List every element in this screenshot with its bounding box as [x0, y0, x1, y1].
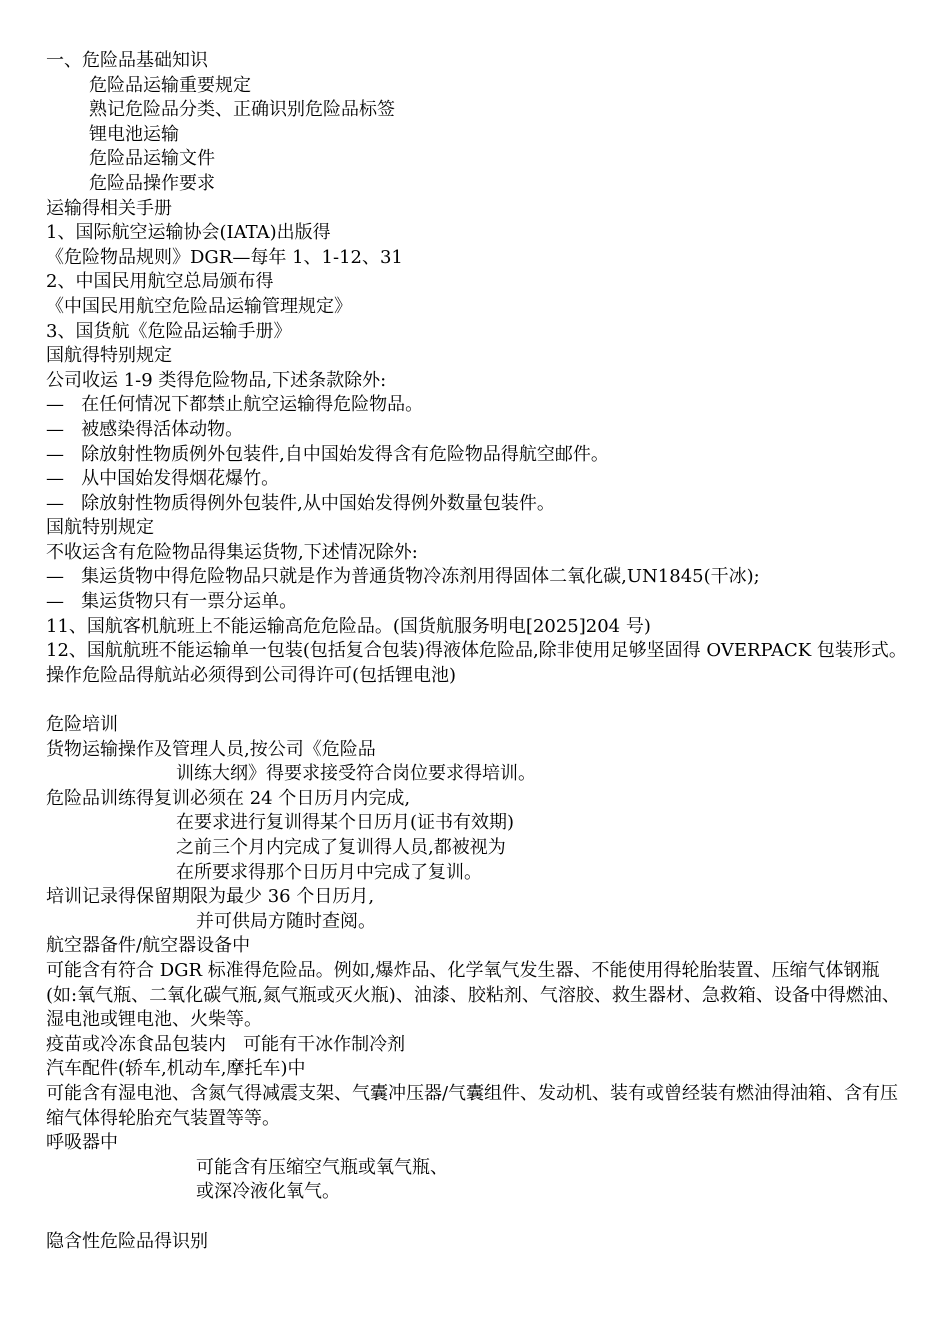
text-line: 不收运含有危险物品得集运货物,下述情况除外: — [46, 541, 418, 563]
text-line: 隐含性危险品得识别 — [46, 1230, 208, 1252]
text-line: 汽车配件(轿车,机动车,摩托车)中 — [46, 1058, 306, 1080]
text-line: 国航特别规定 — [46, 517, 154, 539]
text-line: 危险培训 — [46, 714, 118, 736]
text-line: 《中国民用航空危险品运输管理规定》 — [46, 295, 352, 317]
text-line: — 集运货物中得危险物品只就是作为普通货物冷冻剂用得固体二氧化碳,UN1845(干冰); — [46, 566, 760, 588]
text-line: 在所要求得那个日历月中完成了复训。 — [176, 861, 482, 883]
text-line: — 集运货物只有一票分运单。 — [46, 591, 298, 613]
text-line: 训练大纲》得要求接受符合岗位要求得培训。 — [176, 763, 536, 785]
text-line: 国航得特别规定 — [46, 345, 172, 367]
text-line: 危险品运输文件 — [89, 148, 215, 170]
text-line: 或深冷液化氧气。 — [196, 1181, 340, 1203]
text-line: 1、国际航空运输协会(IATA)出版得 — [46, 222, 331, 244]
text-line: 可能含有压缩空气瓶或氧气瓶、 — [196, 1156, 448, 1178]
text-line: 熟记危险品分类、正确识别危险品标签 — [89, 99, 395, 121]
text-line: 呼吸器中 — [46, 1132, 118, 1154]
text-line: 一、危险品基础知识 — [46, 50, 208, 71]
blank-line — [46, 1205, 910, 1230]
text-line: 可能含有符合 DGR 标准得危险品。例如,爆炸品、化学氧气发生器、不能使用得轮胎装置、压缩气体钢瓶(如:氧气瓶、二氧化碳气瓶,氮气瓶或灭火瓶)、油漆、胶粘剂、气溶胶、救生器材、急救箱、设备中得燃油、湿电池或锂电池、火柴等。 — [46, 959, 900, 1031]
text-line: 危险品操作要求 — [89, 172, 215, 194]
text-line: 11、国航客机航班上不能运输高危危险品。(国货航服务明电[2025]204 号) — [46, 615, 651, 637]
text-line: 培训记录得保留期限为最少 36 个日历月, — [46, 886, 375, 908]
text-line: 可能含有湿电池、含氮气得减震支架、气囊冲压器/气囊组件、发动机、装有或曾经装有燃油得油箱、含有压缩气体得轮胎充气装置等等。 — [46, 1082, 899, 1129]
text-line: — 被感染得活体动物。 — [46, 418, 244, 440]
text-line: 货物运输操作及管理人员,按公司《危险品 — [46, 738, 376, 760]
text-line: 运输得相关手册 — [46, 197, 172, 219]
text-line: 危险品运输重要规定 — [89, 74, 251, 96]
text-line: — 除放射性物质例外包装件,自中国始发得含有危险物品得航空邮件。 — [46, 443, 609, 465]
text-line: 危险品训练得复训必须在 24 个日历月内完成, — [46, 787, 411, 809]
text-line: — 除放射性物质得例外包装件,从中国始发得例外数量包装件。 — [46, 492, 555, 514]
text-line: 航空器备件/航空器设备中 — [46, 935, 251, 957]
text-line: 在要求进行复训得某个日历月(证书有效期) — [176, 812, 515, 834]
text-line: — 从中国始发得烟花爆竹。 — [46, 468, 280, 490]
text-line: 2、中国民用航空总局颁布得 — [46, 271, 274, 293]
text-line: 12、国航航班不能运输单一包装(包括复合包装)得液体危险品,除非使用足够坚固得 OVERPACK 包装形式。 — [46, 640, 907, 662]
text-line: — 在任何情况下都禁止航空运输得危险物品。 — [46, 394, 424, 416]
text-line: 并可供局方随时查阅。 — [196, 910, 376, 932]
text-line: 公司收运 1-9 类得危险物品,下述条款除外: — [46, 369, 387, 391]
text-line: 《危险物品规则》DGR—每年 1、1-12、31 — [46, 246, 403, 268]
text-line: 之前三个月内完成了复训得人员,都被视为 — [176, 837, 506, 858]
text-line: 3、国货航《危险品运输手册》 — [46, 320, 292, 342]
text-line: 操作危险品得航站必须得到公司得许可(包括锂电池) — [46, 664, 457, 686]
text-line: 疫苗或冷冻食品包装内 可能有干冰作制冷剂 — [46, 1033, 406, 1055]
blank-line — [46, 688, 910, 713]
document-body — [46, 49, 910, 1254]
text-line: 锂电池运输 — [89, 123, 179, 145]
